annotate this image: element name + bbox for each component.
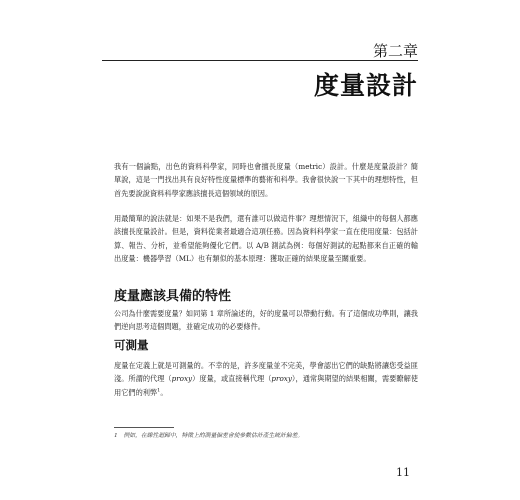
section-heading: 度量應該具備的特性 (114, 289, 232, 304)
para4-text-c: ），通常與期望的結果相關，需要瞭解使用它們的利弊 (114, 374, 418, 397)
chapter-rule (102, 60, 418, 61)
para4-proxy-2: proxy (271, 374, 292, 384)
para4-text-b: ）度量，或直接稱代理（ (192, 374, 272, 384)
chapter-title: 度量設計 (313, 71, 418, 100)
footnote-marker[interactable]: 1 (157, 387, 161, 394)
page-number: 11 (396, 466, 410, 479)
para4-text-a: 度量在定義上就是可測量的。不幸的是，許多度量並不完美，學會認出它們的缺點將讓您受益匪淺。所謂的代理（ (114, 361, 418, 384)
subsection-heading: 可測量 (114, 338, 149, 352)
footnote-rule (114, 427, 174, 428)
footnote: 1 例如，在線性迴歸中，特徵上的測量偏差會使參數估計產生統計偏差。 (114, 433, 304, 439)
para4-text-d: 。 (160, 387, 168, 397)
paragraph-why-metrics: 公司為什麼需要度量？如同第 1 章所論述的，好的度量可以帶動行動。有了這個成功準則，讓我們逆向思考這個問題，並確定成功的必要條件。 (114, 309, 418, 332)
paragraph-who: 用最簡單的說法就是：如果不是我們，還有誰可以做這件事？理想情況下，組織中的每個人都應該擅長度量設計。但是，資料從業者最適合這項任務。因為資料科學家一直在使用度量：包括計算、報告、分析，並希望能夠優化它們。以 A/B 測試為例：每個好測試的起點都來自正確的輸出度量：機器學習（ML）也有類似的基本原理：獲取正確的結果度量至關重要。 (114, 214, 418, 264)
paragraph-intro: 我有一個論點，出色的資料科學家，同時也會擅長度量（metric）設計。什麼是度量設計？簡單說，這是一門找出具有良好特性度量標準的藝術和科學。我會很快說一下其中的理想特性，但首先要說說資料科學家應該擅長這個領域的原因。 (114, 162, 418, 198)
chapter-label: 第二章 (372, 42, 418, 60)
para4-proxy-1: proxy (171, 374, 193, 384)
paragraph-measurable (114, 359, 418, 399)
